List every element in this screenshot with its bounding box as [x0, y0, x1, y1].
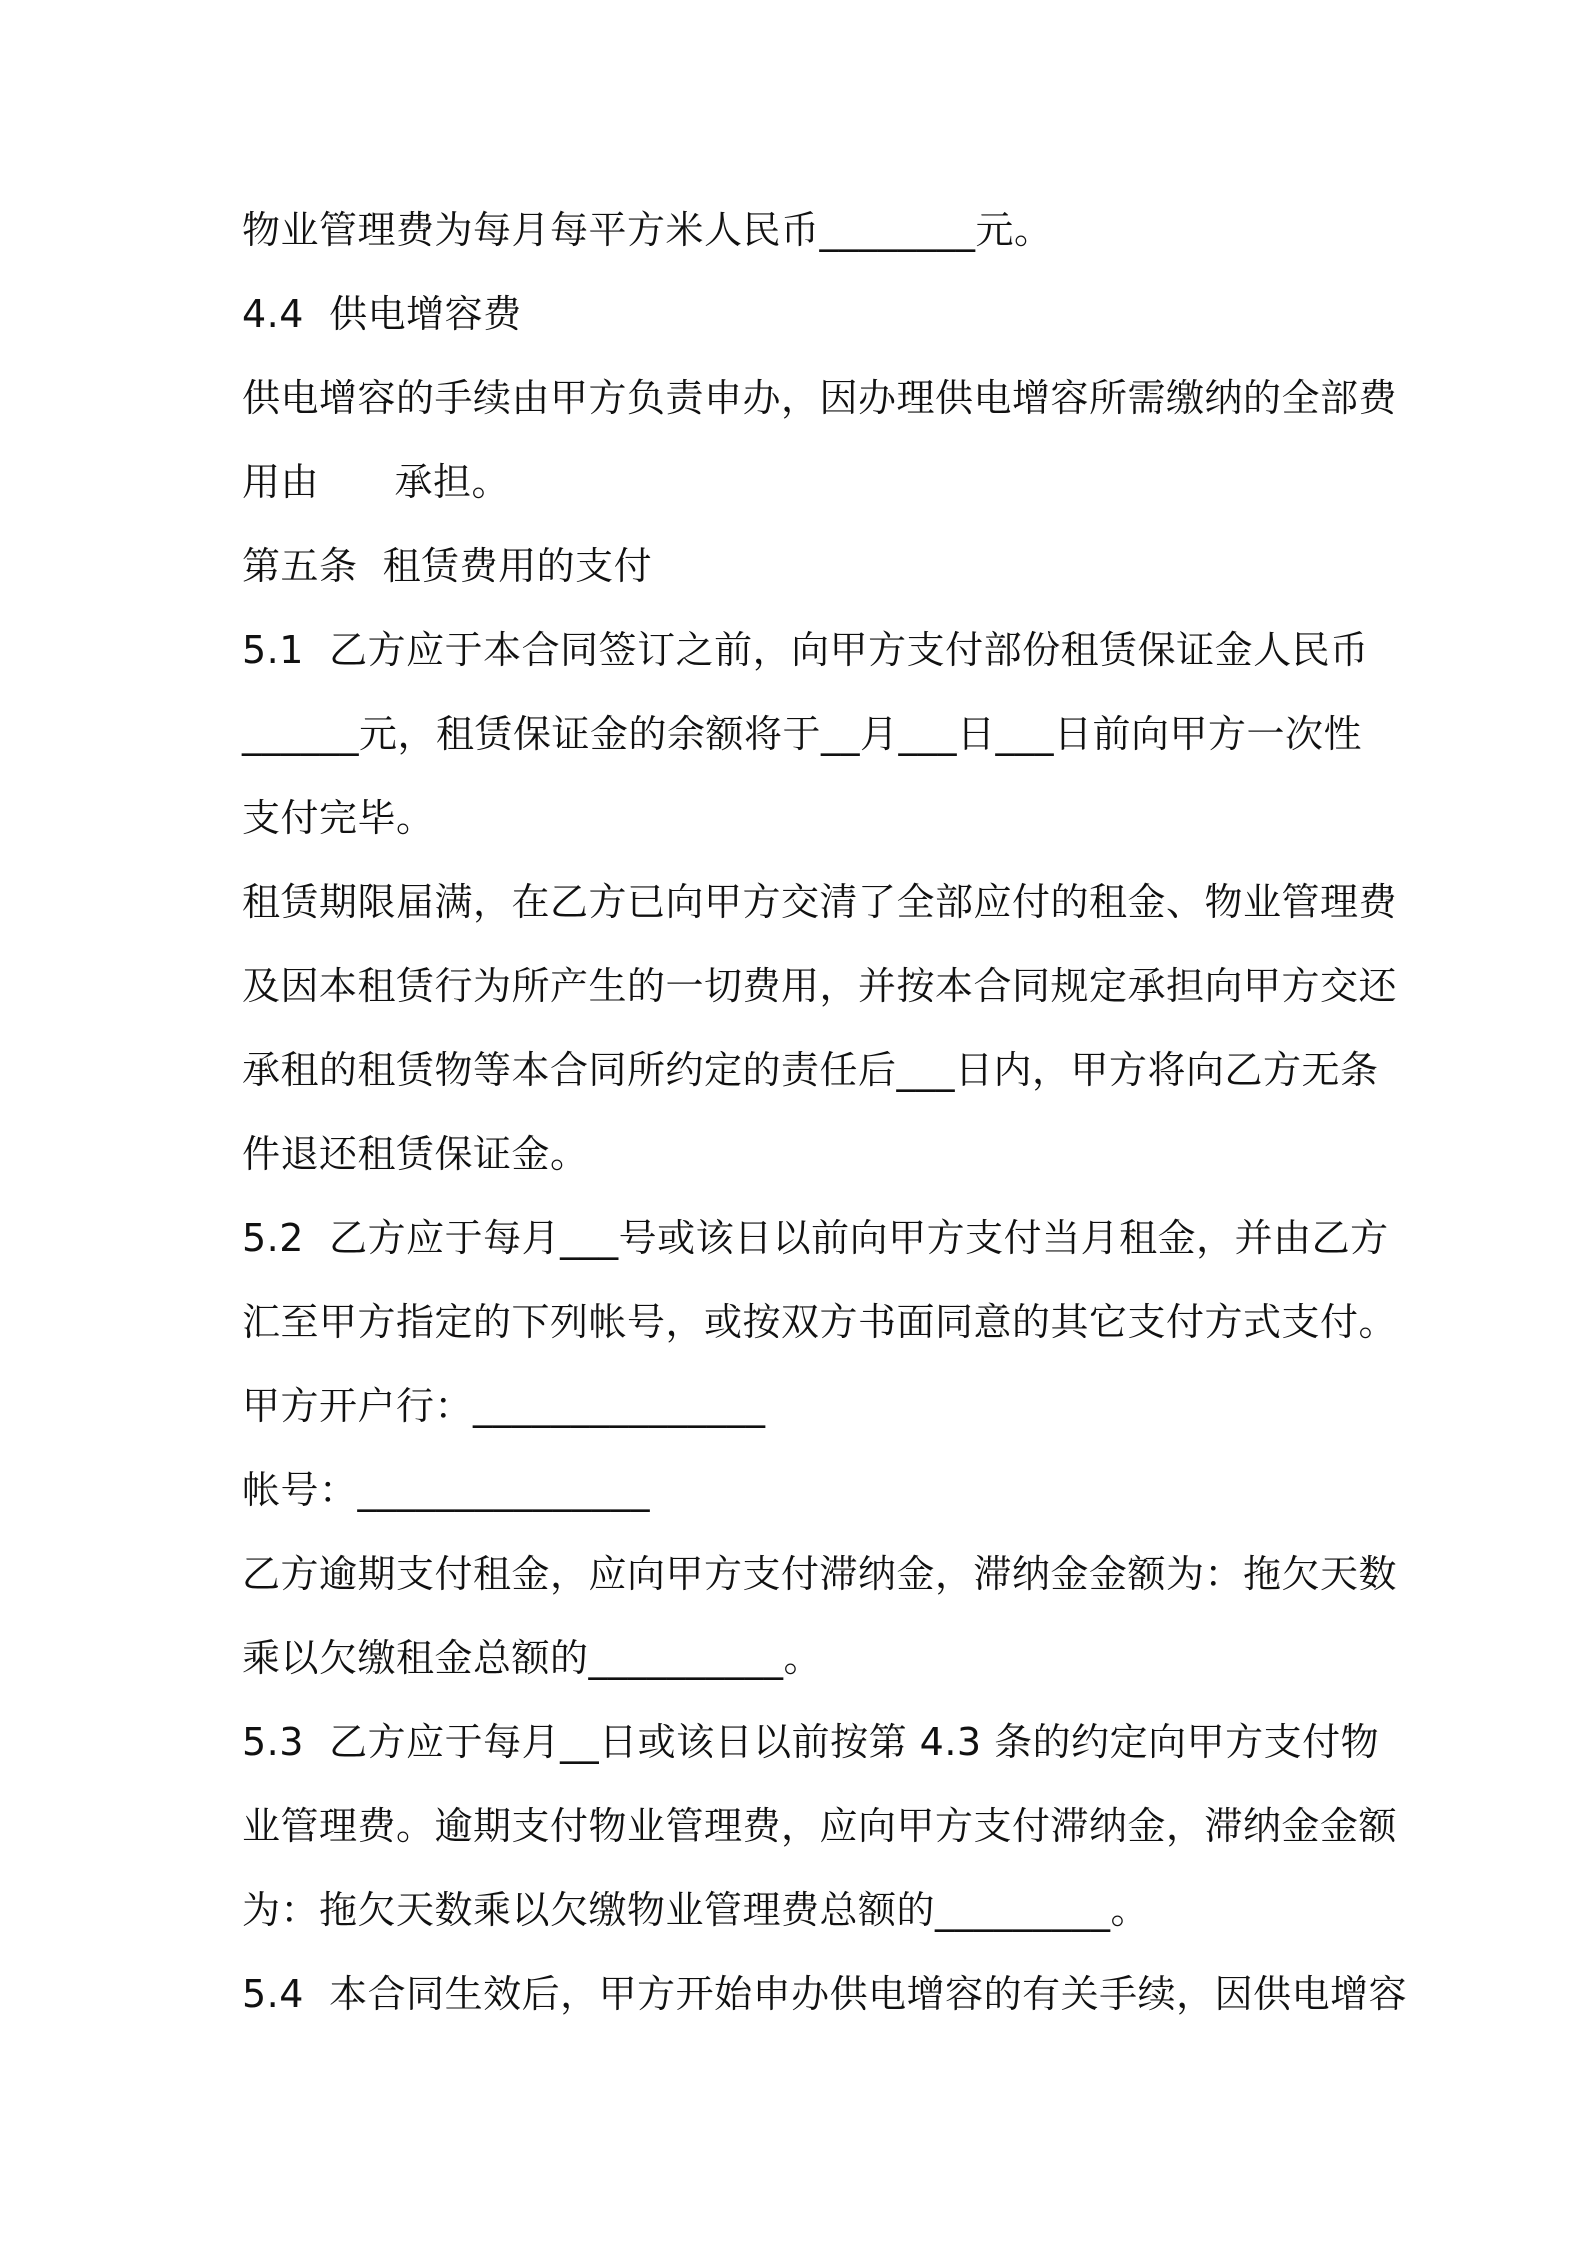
text-line: 用由 承担。	[242, 460, 510, 504]
text-line: 供电增容的手续由甲方负责申办，因办理供电增容所需缴纳的全部费	[242, 376, 1398, 420]
text-line: 业管理费。逾期支付物业管理费，应向甲方支付滞纳金，滞纳金金额	[242, 1804, 1398, 1848]
text-line: 5.2 乙方应于每月___号或该日以前向甲方支付当月租金，并由乙方	[242, 1216, 1389, 1260]
text-line: 汇至甲方指定的下列帐号，或按双方书面同意的其它支付方式支付。	[242, 1300, 1398, 1344]
text-line: 及因本租赁行为所产生的一切费用，并按本合同规定承担向甲方交还	[242, 964, 1398, 1008]
account-field-line: 帐号：_______________	[242, 1468, 651, 1512]
text-line: 承租的租赁物等本合同所约定的责任后___日内，甲方将向乙方无条	[242, 1048, 1379, 1092]
text-line: 5.4 本合同生效后，甲方开始申办供电增容的有关手续，因供电增容	[242, 1972, 1408, 2016]
bank-field-line: 甲方开户行：_______________	[242, 1384, 766, 1428]
text-line: 乘以欠缴租金总额的__________。	[242, 1636, 823, 1680]
text-line: 支付完毕。	[242, 796, 435, 840]
text-line: 租赁期限届满，在乙方已向甲方交清了全部应付的租金、物业管理费	[242, 880, 1398, 924]
text-line: 件退还租赁保证金。	[242, 1132, 589, 1176]
section-heading-4-4: 4.4 供电增容费	[242, 292, 522, 336]
text-line: 物业管理费为每月每平方米人民币________元。	[242, 208, 1053, 252]
text-line: 5.1 乙方应于本合同签订之前，向甲方支付部份租赁保证金人民币	[242, 628, 1369, 672]
text-line: 乙方逾期支付租金，应向甲方支付滞纳金，滞纳金金额为：拖欠天数	[242, 1552, 1398, 1596]
text-line: 为：拖欠天数乘以欠缴物业管理费总额的_________。	[242, 1888, 1150, 1932]
article-heading-5: 第五条 租赁费用的支付	[242, 544, 653, 588]
text-line: ______元，租赁保证金的余额将于__月___日___日前向甲方一次性	[242, 712, 1363, 756]
text-line: 5.3 乙方应于每月__日或该日以前按第 4.3 条的约定向甲方支付物	[242, 1720, 1380, 1764]
